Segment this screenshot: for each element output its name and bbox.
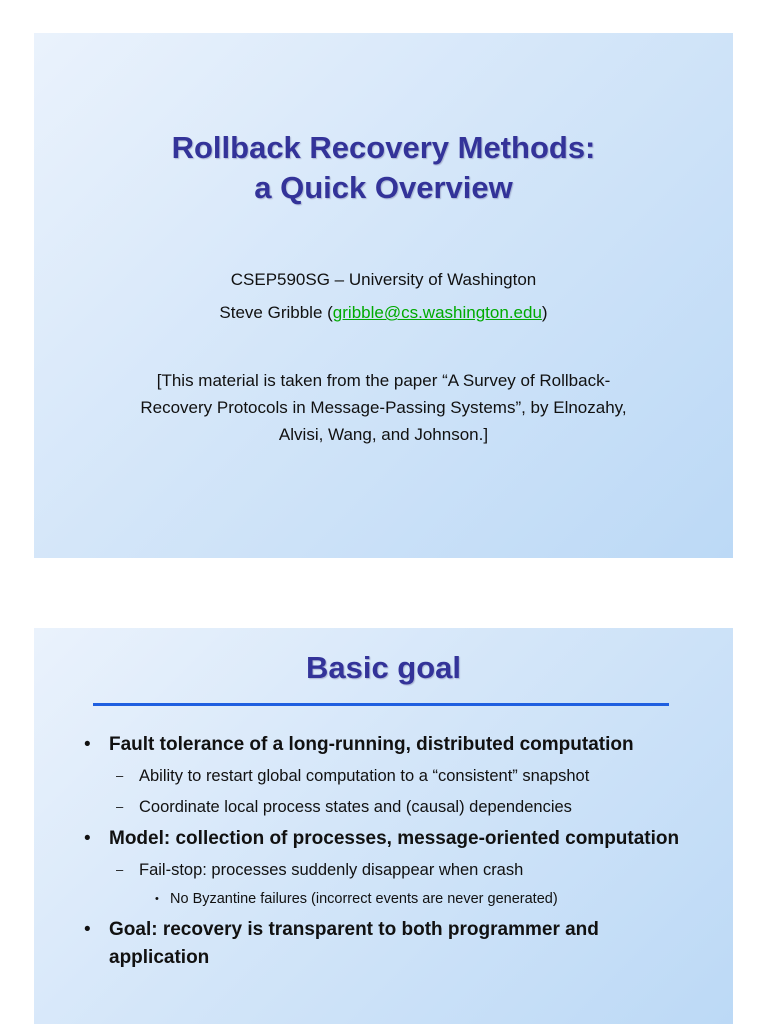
sub-bullet-item xyxy=(34,763,733,789)
sub-bullet-text: Coordinate local process states and (causal) dependencies xyxy=(139,798,572,816)
author-name: Steve Gribble ( xyxy=(219,303,333,322)
slide-title xyxy=(34,128,733,208)
title-divider xyxy=(93,703,669,706)
author-email-link[interactable]: gribble@cs.washington.edu xyxy=(332,303,542,322)
sub-bullet-item xyxy=(34,857,733,883)
sub-sub-bullet-item xyxy=(34,888,733,910)
source-note-line-2: Recovery Protocols in Message-Passing Systems”, by Elnozahy, xyxy=(140,398,627,417)
bullet-text: Fault tolerance of a long-running, distributed computation xyxy=(109,734,634,755)
basic-goal-slide xyxy=(34,628,733,1024)
sub-bullet-text: Fail-stop: processes suddenly disappear when crash xyxy=(139,861,524,879)
bullet-item xyxy=(34,916,733,972)
bullet-icon: • xyxy=(84,828,91,849)
source-note-line-3: Alvisi, Wang, and Johnson.] xyxy=(278,425,489,444)
slide-title-line-2: a Quick Overview xyxy=(254,170,513,205)
dash-icon: – xyxy=(116,768,124,783)
sub-sub-bullet-text: No Byzantine failures (incorrect events are never generated) xyxy=(170,891,558,907)
slide-title: Basic goal xyxy=(305,650,462,685)
small-bullet-icon: • xyxy=(155,893,159,905)
bullet-text: Model: collection of processes, message-oriented computation xyxy=(109,828,680,849)
dash-icon: – xyxy=(116,799,124,814)
source-note-line-1: [This material is taken from the paper “A Survey of Rollback- xyxy=(156,371,611,390)
course-line: CSEP590SG – University of Washington xyxy=(230,270,537,289)
bullet-item xyxy=(34,825,733,853)
bullet-text: Goal: recovery is transparent to both programmer and application xyxy=(109,919,599,968)
slide-title-line-1: Rollback Recovery Methods: xyxy=(171,130,596,165)
title-slide xyxy=(34,33,733,558)
author-line xyxy=(34,303,733,323)
dash-icon: – xyxy=(116,862,124,877)
bullet-item xyxy=(34,731,733,759)
sub-bullet-text: Ability to restart global computation to a “consistent” snapshot xyxy=(139,767,590,785)
author-suffix: ) xyxy=(541,303,548,322)
sub-bullet-item xyxy=(34,794,733,820)
source-note xyxy=(74,367,693,448)
bullet-icon: • xyxy=(84,919,91,940)
bullet-icon: • xyxy=(84,734,91,755)
bullet-list xyxy=(34,731,733,976)
